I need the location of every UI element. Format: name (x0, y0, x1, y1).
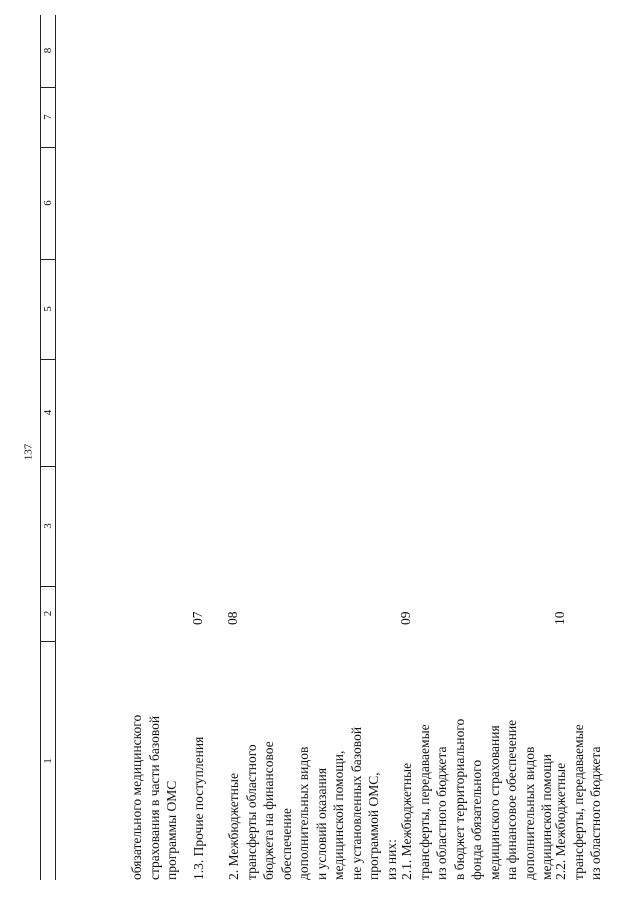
header-cell: 4 (41, 359, 55, 467)
row-text: 2. Межбюджетные трансферты областного бюджета на финансовое обеспечение дополнительных видов и условий оказания медицинской помощи, не установленных базовой программой ОМС, из них: (226, 726, 399, 880)
header-cell: 1 (42, 758, 54, 764)
page-number: 137 (22, 443, 35, 461)
header-cell: 2 (41, 586, 55, 642)
row-code: 09 (398, 611, 413, 625)
row-text: обязательного медицинского страхования в части базовой программы ОМС (129, 714, 179, 880)
header-cell: 7 (41, 87, 55, 148)
row-text: 2.2. Межбюджетные трансферты, передаваемые из областного бюджета (553, 724, 603, 880)
table-header (40, 15, 56, 880)
row-code: 08 (225, 611, 240, 625)
row-text: 1.3. Прочие поступления (191, 736, 206, 880)
header-cell: 3 (41, 466, 55, 587)
header-cell: 5 (41, 259, 55, 360)
row-text: 2.1. Межбюджетные трансферты, передаваемые из областного бюджета в бюджет территориального фонда обязательного медицинского страхования на финансовое обеспечение дополнительных видов медицинской помощи (399, 718, 554, 880)
row-code: 10 (552, 611, 567, 625)
header-cell: 6 (41, 147, 55, 260)
row-code: 07 (190, 611, 205, 625)
header-cell: 8 (41, 14, 55, 88)
